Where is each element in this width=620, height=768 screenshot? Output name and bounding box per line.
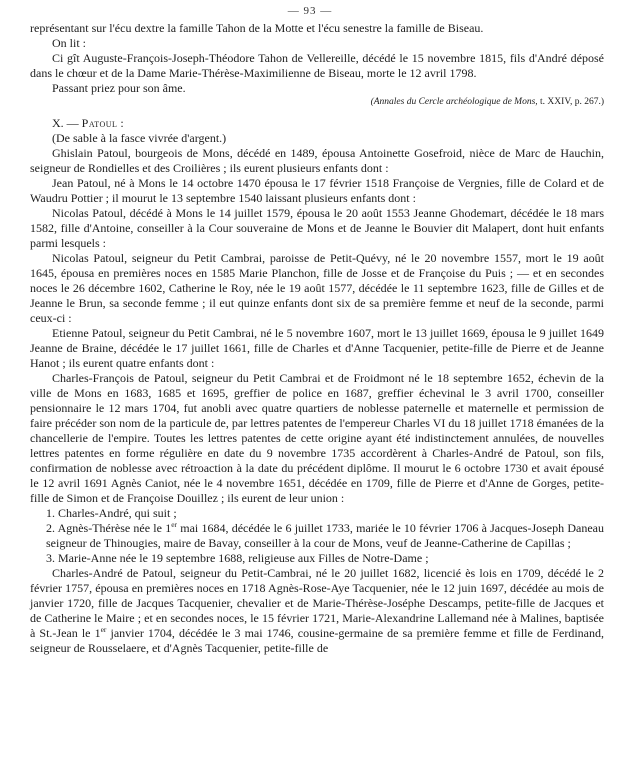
paragraph-nicolas-2: Nicolas Patoul, seigneur du Petit Cambrai, paroisse de Petit-Quévy, né le 20 novembre 1557, mort le 19 août 1645, épousa en premières noces en 1585 Marie Planchon, fille de Josse et de Françoise du Puis ; — et en secondes noces le 26 décembre 1602, Catherine le Roy, née le 19 août 1577, décédée le 11 septembre 1623, fille de Gilles et de Jeanne le Brun, sa seconde femme ; il eut quinze enfants dont six de sa première femme et neuf de la seconde, parmi ceux-ci :	[30, 251, 604, 325]
prayer-line: Passant priez pour son âme.	[52, 81, 186, 95]
citation	[30, 95, 604, 110]
superscript: er	[171, 520, 178, 529]
paragraph-charles-andre	[30, 566, 604, 656]
intro-line: représentant sur l'écu dextre la famille Tahon de la Motte et l'écu senestre la famille de Biseau.	[30, 21, 484, 35]
paragraph-nicolas-1: Nicolas Patoul, décédé à Mons le 14 juillet 1579, épousa le 20 août 1553 Jeanne Ghodemart, décédée le 18 mars 1582, fille d'Antoine, conseiller à la Cour souveraine de Mons et de Jeanne le Bouvier dit Malapert, dont huit enfants parmi lesquels :	[30, 206, 604, 250]
section-heading	[30, 116, 604, 131]
section-number: X. —	[52, 116, 79, 130]
section-name: Patoul	[81, 116, 118, 130]
list-item	[30, 521, 604, 551]
on-lit: On lit :	[52, 36, 87, 50]
paragraph-ghislain: Ghislain Patoul, bourgeois de Mons, décédé en 1489, épousa Antoinette Gosefroid, nièce de Marc de Hauchin, seigneur de Rondielles et des Croilières ; ils eurent plusieurs enfants dont :	[30, 146, 604, 175]
paragraph-text: janvier 1704, décédée le 3 mai 1746, cousine-germaine de sa première femme et fille de Ferdinand, seigneur de Rousselaere, et d'Agnès Tacquenier, petite-fille de	[30, 626, 605, 655]
paragraph-jean: Jean Patoul, né à Mons le 14 octobre 1470 épousa le 17 février 1518 Françoise de Vergnies, fille de Colard et de Waudru Pottier ; il mourut le 13 septembre 1540 laissant plusieurs enfants dont :	[30, 176, 604, 205]
citation-title: (Annales du Cercle archéologique de Mons,	[370, 97, 538, 107]
arms-description: (De sable à la fasce vivrée d'argent.)	[52, 131, 227, 145]
list-item-text: 2. Agnès-Thérèse née le 1	[46, 521, 172, 535]
superscript: er	[100, 625, 107, 634]
paragraph-charles-francois: Charles-François de Patoul, seigneur du Petit Cambrai et de Froidmont né le 18 septembre 1652, échevin de la ville de Mons en 1683, 1685 et 1695, greffier de police en 1687, greffier échevinal le 3 avril 1700, conseiller pensionnaire le 12 mars 1704, fut anobli avec quatre quartiers de noblesse paternelle et maternelle et permission de faire précéder son nom de la particule de, par lettres patentes de l'empereur Charles VI du 18 juillet 1718 émanées de la chancellerie de l'empire. Toutes les lettres patentes de cette origine ayant été indistinctement annulées, de nouvelles lettres patentes en forme régulière en date du 9 novembre 1735 accordèrent à Charles-André de Patoul, son fils, confirmation de noblesse avec rétroaction à la date du précédent diplôme. Il mourut le 6 octobre 1730 et avait épousé le 12 avril 1691 Agnès Caniot, née le 4 novembre 1651, décédée en 1709, fille de Pierre et d'Anne de Gorges, petite-fille de Simon et de Françoise Douillez ; ils eurent de leur union :	[30, 371, 604, 505]
epitaph: Ci gît Auguste-François-Joseph-Théodore Tahon de Vellereille, décédé le 15 novembre 1815, fils d'André déposé dans le chœur et de la Dame Marie-Thérèse-Maximilienne de Biseau, morte le 12 avril 1798.	[30, 51, 604, 80]
section-colon: :	[117, 116, 124, 130]
citation-ref: t. XXIV, p. 267.)	[537, 97, 604, 107]
paragraph-etienne: Etienne Patoul, seigneur du Petit Cambrai, né le 5 novembre 1607, mort le 13 juillet 1669, épousa le 9 juillet 1649 Jeanne de Braine, décédée le 17 juillet 1661, fille de Charles et d'Anne Tacquenier, petite-fille de Pierre et de Jeanne Hanot ; ils eurent quatre enfants dont :	[30, 326, 604, 370]
page-number: — 93 —	[287, 5, 333, 17]
body-text	[30, 21, 604, 656]
list-item: 3. Marie-Anne née le 19 septembre 1688, religieuse aux Filles de Notre-Dame ;	[46, 551, 429, 565]
list-item: 1. Charles-André, qui suit ;	[46, 506, 177, 520]
paragraph-text: Charles-André de Patoul, seigneur du Petit-Cambrai, né le 20 juillet 1682, licencié ès lois en 1709, décédé le 2 février 1757, épousa en premières noces en 1718 Agnès-Rose-Aye Tacquenier, née le 12 juin 1697, décédée au mois de janvier 1720, fille de Jacques Tacquenier, chevalier et de Marie-Thérèse-Joséphe Descamps, petite-fille de Jacques et de Catherine le Maire ; et en secondes noces, le 15 février 1721, Marie-Alexandrine Lallemand née à Malines, baptisée à St.-Jean le 1	[30, 566, 604, 640]
list-item-text: mai 1684, décédée le 6 juillet 1733, mariée le 10 février 1706 à Jacques-Joseph Daneau seigneur de Thinougies, maire de Bavay, conseiller à la cour de Mons, veuf de Jeanne-Catherine de Capillas ;	[46, 521, 604, 550]
